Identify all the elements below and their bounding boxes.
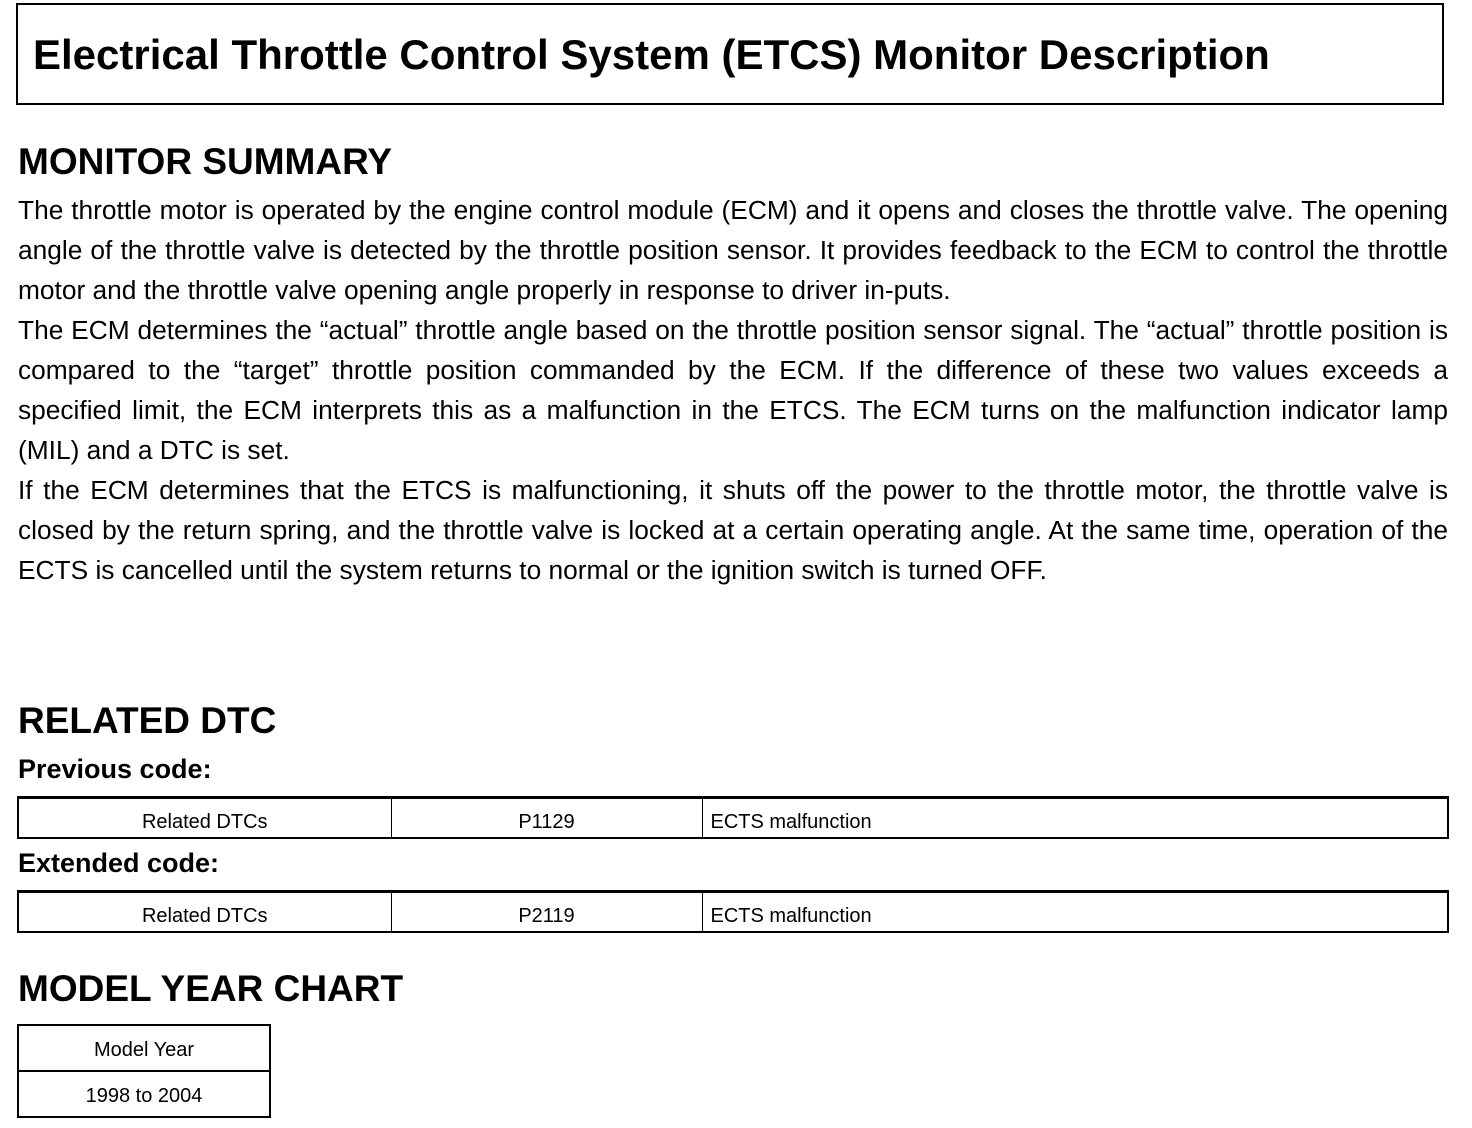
table-row — [18, 798, 1448, 839]
previous-code-table — [17, 796, 1449, 839]
dtc-code-cell: P1129 — [391, 798, 702, 839]
dtc-name-cell: Related DTCs — [18, 892, 391, 933]
previous-code-label: Previous code: — [18, 754, 212, 784]
model-year-chart-heading: MODEL YEAR CHART — [18, 968, 404, 1009]
model-year-table — [17, 1024, 271, 1118]
model-year-header-cell: Model Year — [18, 1025, 270, 1071]
summary-paragraph-3: If the ECM determines that the ETCS is malfunctioning, it shuts off the power to the throttle motor, the throttle valve is closed by the return spring, and the throttle valve is locked at a certain operating angle. At the same time, operation of the ECTS is cancelled until the system returns to normal or the ignition switch is turned OFF. — [18, 475, 1448, 585]
page-title: Electrical Throttle Control System (ETCS) Monitor Description — [33, 31, 1270, 78]
title-box — [16, 3, 1444, 105]
table-row — [18, 892, 1448, 933]
extended-code-table — [17, 890, 1449, 933]
dtc-description-cell: ECTS malfunction — [702, 892, 1448, 933]
monitor-summary-body — [18, 190, 1448, 590]
dtc-code-cell: P2119 — [391, 892, 702, 933]
dtc-name-cell: Related DTCs — [18, 798, 391, 839]
extended-code-label: Extended code: — [18, 848, 220, 878]
summary-paragraph-1: The throttle motor is operated by the engine control module (ECM) and it opens and closes the throttle valve. The opening angle of the throttle valve is detected by the throttle position sensor. It provides feedback to the ECM to control the throttle motor and the throttle valve opening angle properly in response to driver in-puts. — [18, 195, 1448, 305]
summary-paragraph-2: The ECM determines the “actual” throttle angle based on the throttle position sensor signal. The “actual” throttle position is compared to the “target” throttle position commanded by the ECM. If the difference of these two values exceeds a specified limit, the ECM interprets this as a malfunction in the ETCS. The ECM turns on the malfunction indicator lamp (MIL) and a DTC is set. — [18, 315, 1448, 465]
model-year-value-cell: 1998 to 2004 — [18, 1071, 270, 1117]
table-row — [18, 1025, 270, 1071]
dtc-description-cell: ECTS malfunction — [702, 798, 1448, 839]
related-dtc-heading: RELATED DTC — [18, 700, 277, 741]
monitor-summary-heading: MONITOR SUMMARY — [18, 141, 393, 182]
table-row — [18, 1071, 270, 1117]
